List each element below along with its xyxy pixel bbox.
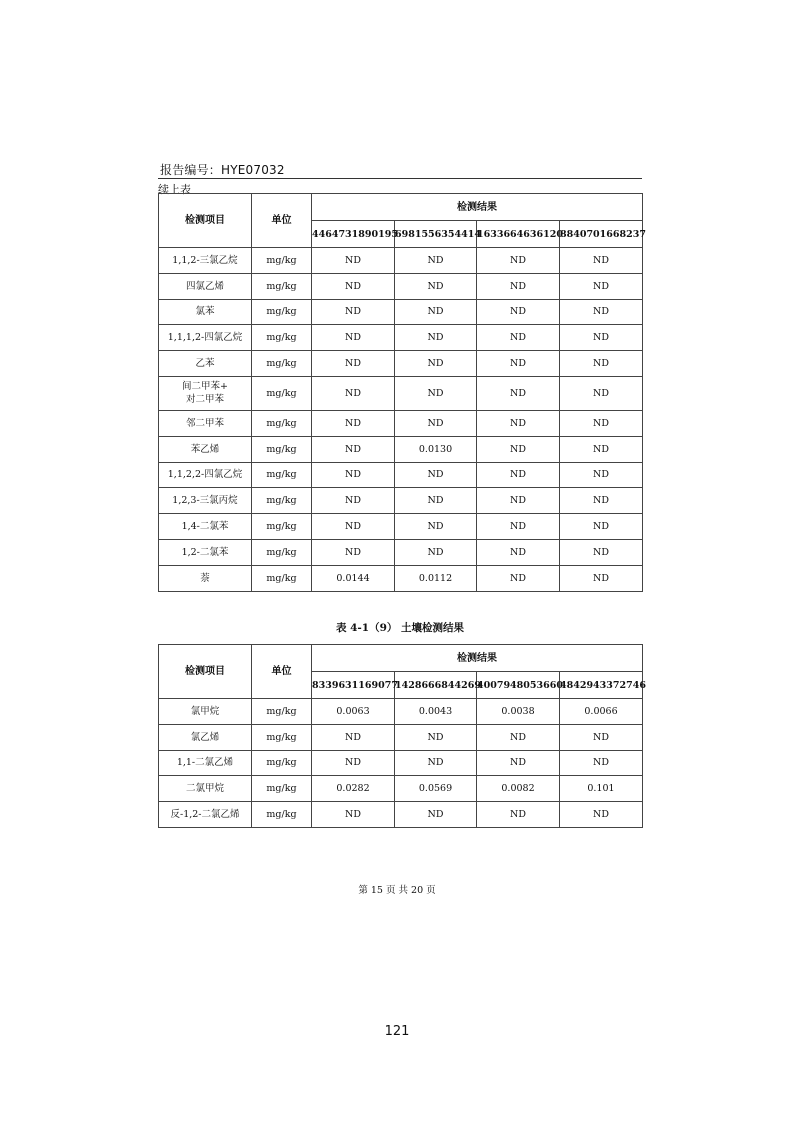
result-cell: ND <box>395 351 477 377</box>
result-cell: ND <box>395 488 477 514</box>
result-cell: ND <box>312 351 395 377</box>
unit-cell: mg/kg <box>252 539 312 565</box>
result-cell: ND <box>477 488 560 514</box>
item-cell <box>159 410 252 436</box>
table-row <box>159 436 643 462</box>
result-cell: ND <box>312 488 395 514</box>
table-row <box>159 776 643 802</box>
unit-cell: mg/kg <box>252 248 312 274</box>
table-row <box>159 802 643 828</box>
result-cell: 0.0043 <box>395 699 477 725</box>
table-row <box>159 273 643 299</box>
sample-code: 4464731890195 <box>312 221 395 248</box>
result-cell: 0.0063 <box>312 699 395 725</box>
item-cell <box>159 724 252 750</box>
item-cell <box>159 539 252 565</box>
unit-cell: mg/kg <box>252 514 312 540</box>
result-cell: ND <box>477 436 560 462</box>
result-cell: ND <box>477 724 560 750</box>
table1-body <box>159 248 643 592</box>
result-cell: ND <box>477 514 560 540</box>
result-cell: ND <box>560 724 643 750</box>
unit-cell: mg/kg <box>252 299 312 325</box>
result-cell: ND <box>477 802 560 828</box>
result-cell: ND <box>395 514 477 540</box>
item-cell <box>159 436 252 462</box>
unit-cell: mg/kg <box>252 436 312 462</box>
table-row <box>159 514 643 540</box>
result-cell: 0.0066 <box>560 699 643 725</box>
table-row <box>159 488 643 514</box>
page-footer: 第 15 页 共 20 页 <box>358 885 436 896</box>
table-row <box>159 376 643 410</box>
item-name: 1,4-二氯苯 <box>181 521 229 533</box>
item-name: 氯甲烷 <box>190 705 220 717</box>
sample-code: 4007948053660 <box>477 672 560 699</box>
unit-cell: mg/kg <box>252 724 312 750</box>
unit-cell: mg/kg <box>252 273 312 299</box>
header-unit: 单位 <box>252 194 312 248</box>
result-cell: ND <box>560 376 643 410</box>
sample-code: 8339631169077 <box>312 672 395 699</box>
result-cell: ND <box>560 462 643 488</box>
unit-cell: mg/kg <box>252 462 312 488</box>
result-cell: ND <box>312 514 395 540</box>
sample-code: 1633664636120 <box>477 221 560 248</box>
report-number: 报告编号：HYE07032 <box>160 163 285 177</box>
header-unit: 单位 <box>252 645 312 699</box>
result-cell: ND <box>560 436 643 462</box>
unit-cell: mg/kg <box>252 488 312 514</box>
result-cell: ND <box>477 273 560 299</box>
result-cell: ND <box>395 376 477 410</box>
item-name: 1,1,2,2-四氯乙烷 <box>167 469 243 481</box>
item-cell <box>159 462 252 488</box>
result-cell: ND <box>560 514 643 540</box>
sample-code: 6981556354414 <box>395 221 477 248</box>
result-cell: ND <box>312 436 395 462</box>
result-cell: ND <box>395 299 477 325</box>
result-cell: ND <box>395 248 477 274</box>
unit-cell: mg/kg <box>252 776 312 802</box>
item-name: 1,1-二氯乙烯 <box>176 757 234 769</box>
result-cell: ND <box>560 273 643 299</box>
result-cell: ND <box>395 325 477 351</box>
result-cell: ND <box>477 410 560 436</box>
result-cell: ND <box>477 376 560 410</box>
item-cell <box>159 273 252 299</box>
table-row <box>159 750 643 776</box>
result-cell: ND <box>560 410 643 436</box>
item-cell <box>159 750 252 776</box>
table-row <box>159 462 643 488</box>
result-cell: ND <box>477 462 560 488</box>
result-cell: ND <box>560 750 643 776</box>
table-row <box>159 410 643 436</box>
item-cell <box>159 248 252 274</box>
item-cell <box>159 514 252 540</box>
item-cell <box>159 699 252 725</box>
header-item: 检测项目 <box>159 194 252 248</box>
result-cell: ND <box>477 565 560 591</box>
result-cell: ND <box>312 724 395 750</box>
result-cell: ND <box>560 325 643 351</box>
result-cell: ND <box>477 325 560 351</box>
header-results: 检测结果 <box>312 194 643 221</box>
sample-code: 4842943372746 <box>560 672 643 699</box>
table-row <box>159 351 643 377</box>
result-cell: ND <box>312 273 395 299</box>
unit-cell: mg/kg <box>252 802 312 828</box>
item-cell <box>159 351 252 377</box>
result-cell: ND <box>395 750 477 776</box>
unit-cell: mg/kg <box>252 750 312 776</box>
result-cell: 0.0038 <box>477 699 560 725</box>
item-cell <box>159 488 252 514</box>
result-cell: ND <box>560 539 643 565</box>
unit-cell: mg/kg <box>252 699 312 725</box>
page-number: 121 <box>384 1024 410 1039</box>
result-cell: ND <box>477 539 560 565</box>
item-name: 四氯乙烯 <box>185 280 224 292</box>
table-row <box>159 539 643 565</box>
item-name: 间二甲苯+ <box>182 381 228 393</box>
item-name: 乙苯 <box>195 358 215 370</box>
result-cell: ND <box>312 539 395 565</box>
unit-cell: mg/kg <box>252 376 312 410</box>
item-name: 反-1,2-二氯乙烯 <box>170 809 240 821</box>
result-cell: ND <box>312 802 395 828</box>
item-name: 苯乙烯 <box>190 443 220 455</box>
result-cell: ND <box>560 565 643 591</box>
result-cell: ND <box>477 299 560 325</box>
item-cell <box>159 776 252 802</box>
item-name: 1,2-二氯苯 <box>181 546 229 558</box>
item-cell <box>159 802 252 828</box>
continued-label: 续上表 <box>158 183 191 196</box>
table-row <box>159 248 643 274</box>
result-cell: ND <box>312 750 395 776</box>
results-table-continued <box>158 193 646 592</box>
table-row <box>159 325 643 351</box>
table-row <box>159 724 643 750</box>
header-item: 检测项目 <box>159 645 252 699</box>
item-cell <box>159 299 252 325</box>
result-cell: ND <box>312 462 395 488</box>
header-results: 检测结果 <box>312 645 643 672</box>
item-name: 二氯甲烷 <box>185 783 224 795</box>
result-cell: ND <box>395 802 477 828</box>
header-rule <box>158 178 642 179</box>
table2-body <box>159 699 643 828</box>
unit-cell: mg/kg <box>252 410 312 436</box>
item-name: 氯苯 <box>195 306 215 318</box>
table-row <box>159 699 643 725</box>
result-cell: ND <box>395 539 477 565</box>
result-cell: 0.0112 <box>395 565 477 591</box>
result-cell: 0.0082 <box>477 776 560 802</box>
unit-cell: mg/kg <box>252 565 312 591</box>
table-row <box>159 565 643 591</box>
item-name: 1,1,1,2-四氯乙烷 <box>167 332 243 344</box>
result-cell: ND <box>560 299 643 325</box>
result-cell: ND <box>560 802 643 828</box>
item-name-line2: 对二甲苯 <box>185 394 224 406</box>
item-name: 氯乙烯 <box>190 731 220 743</box>
result-cell: ND <box>312 325 395 351</box>
result-cell: ND <box>312 299 395 325</box>
result-cell: ND <box>560 351 643 377</box>
result-cell: ND <box>312 410 395 436</box>
unit-cell: mg/kg <box>252 325 312 351</box>
result-cell: ND <box>312 376 395 410</box>
item-name: 1,2,3-三氯丙烷 <box>172 495 238 507</box>
result-cell: ND <box>395 273 477 299</box>
sample-code: 8840701668237 <box>560 221 643 248</box>
table-row <box>159 299 643 325</box>
result-cell: ND <box>395 410 477 436</box>
item-cell <box>159 565 252 591</box>
result-cell: 0.101 <box>560 776 643 802</box>
result-cell: 0.0144 <box>312 565 395 591</box>
result-cell: ND <box>560 488 643 514</box>
result-cell: 0.0569 <box>395 776 477 802</box>
result-cell: ND <box>477 351 560 377</box>
item-cell <box>159 376 252 410</box>
result-cell: 0.0130 <box>395 436 477 462</box>
table-caption: 表 4-1（9） 土壤检测结果 <box>335 622 465 634</box>
result-cell: ND <box>395 462 477 488</box>
item-name: 1,1,2-三氯乙烷 <box>172 254 238 266</box>
item-name: 邻二甲苯 <box>185 417 224 429</box>
result-cell: ND <box>477 248 560 274</box>
result-cell: 0.0282 <box>312 776 395 802</box>
result-cell: ND <box>560 248 643 274</box>
unit-cell: mg/kg <box>252 351 312 377</box>
result-cell: ND <box>477 750 560 776</box>
item-name: 萘 <box>200 572 210 584</box>
item-cell <box>159 325 252 351</box>
soil-results-table <box>158 644 646 828</box>
result-cell: ND <box>395 724 477 750</box>
sample-code: 1428666844269 <box>395 672 477 699</box>
result-cell: ND <box>312 248 395 274</box>
